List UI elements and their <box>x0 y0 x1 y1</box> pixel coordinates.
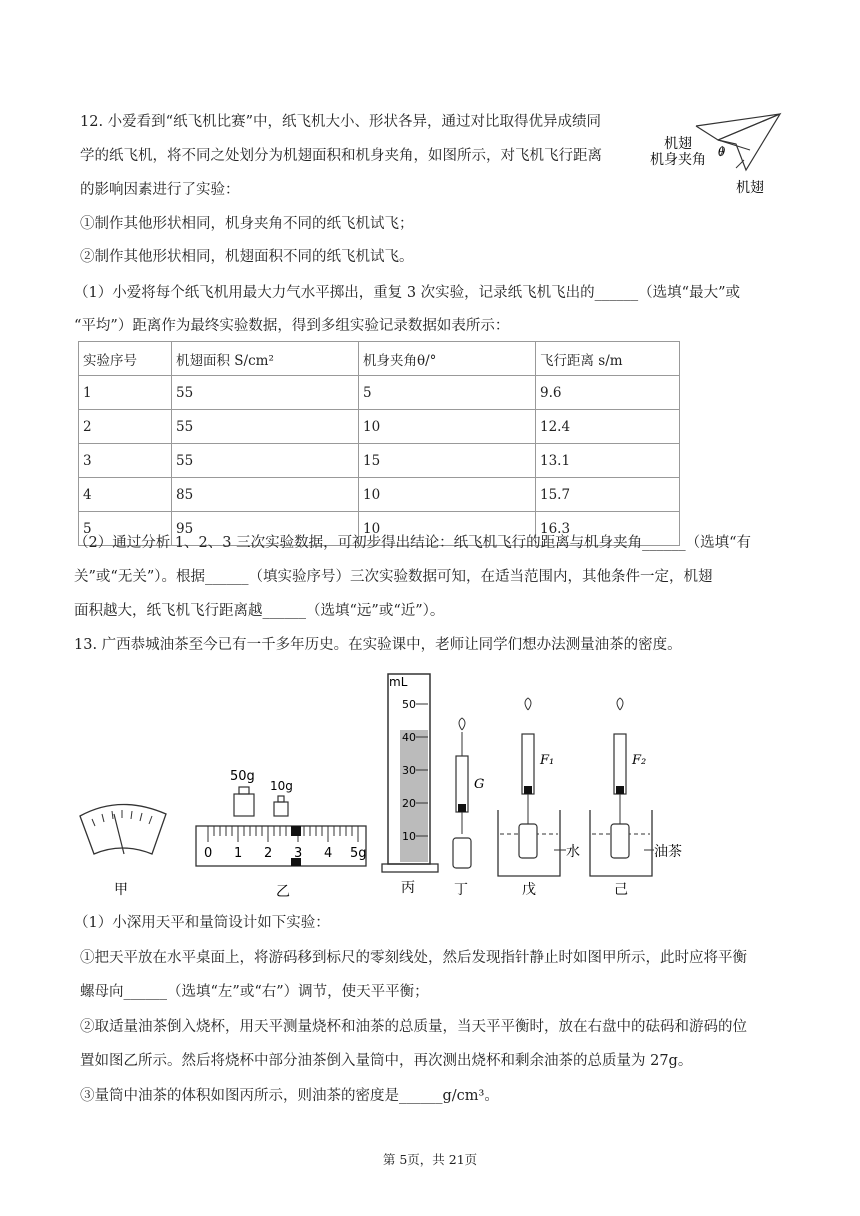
q13-s1b: 螺母向______（选填“左”或“右”）调节，使天平平衡； <box>80 984 429 1000</box>
scale-tick-3: 3 <box>294 846 303 861</box>
q13-s2a: ②取适量油茶倒入烧杯，用天平测量烧杯和油茶的总质量，当天平平衡时，放在右盘中的砝码和游码的位 <box>80 1019 747 1035</box>
label-wu: 戊 <box>522 882 536 898</box>
table-cell: 10 <box>359 512 536 546</box>
label-oil: 油茶 <box>654 844 682 860</box>
weight-50g-label: 50g <box>230 769 255 784</box>
plane-label-theta: θ <box>718 145 726 159</box>
q12-item1: ①制作其他形状相同，机身夹角不同的纸飞机试飞； <box>80 216 414 232</box>
experiment-table <box>78 341 680 546</box>
q12-line3: 的影响因素进行了实验： <box>80 182 240 198</box>
q13-s1a: ①把天平放在水平桌面上，将游码移到标尺的零刻线处，然后发现指针静止时如图甲所示，此时应将平衡 <box>80 950 747 966</box>
table-row <box>79 478 680 512</box>
scale-tick-1: 1 <box>234 846 243 861</box>
table-cell: 55 <box>172 376 359 410</box>
table-cell: 15 <box>359 444 536 478</box>
table-cell: 5 <box>359 376 536 410</box>
table-cell: 85 <box>172 478 359 512</box>
label-G: G <box>474 777 485 792</box>
cylinder-tick-20: 20 <box>402 797 416 810</box>
cylinder-tick-50: 50 <box>402 698 416 711</box>
weights-and-rider <box>196 769 367 900</box>
balance-dial <box>80 804 166 898</box>
page-footer: 第 5页，共 21页 <box>382 1152 478 1167</box>
label-jia: 甲 <box>114 882 128 898</box>
table-header-cell: 机身夹角θ/° <box>359 342 536 376</box>
table-row <box>79 444 680 478</box>
table-header-cell: 实验序号 <box>79 342 172 376</box>
cylinder-tick-10: 10 <box>402 830 416 843</box>
scale-tick-0: 0 <box>204 846 213 861</box>
table-cell: 10 <box>359 410 536 444</box>
plane-label-wing-top: 机翅 <box>664 136 692 152</box>
table-cell: 13.1 <box>536 444 680 478</box>
table-cell: 2 <box>79 410 172 444</box>
plane-label-angle: 机身夹角 <box>650 152 706 168</box>
spring-scale-ding <box>453 718 484 898</box>
table-row <box>79 410 680 444</box>
label-F2: F₂ <box>632 753 647 768</box>
table-header-cell: 飞行距离 s/m <box>536 342 680 376</box>
table-cell: 9.6 <box>536 376 680 410</box>
table-cell: 10 <box>359 478 536 512</box>
table-header-cell: 机翅面积 S/cm² <box>172 342 359 376</box>
table-cell: 4 <box>79 478 172 512</box>
cylinder-tick-40: 40 <box>402 731 416 744</box>
q12-p1a: （1）小爱将每个纸飞机用最大力气水平掷出，重复 3 次实验，记录纸飞机飞出的______（选填“最大”或 <box>74 285 740 301</box>
weight-10g-label: 10g <box>270 779 293 793</box>
scale-tick-4: 4 <box>324 846 333 861</box>
q12-p1b: “平均”）距离作为最终实验数据，得到多组实验记录数据如表所示： <box>74 318 510 334</box>
label-ji: 己 <box>614 882 628 898</box>
label-bing: 丙 <box>401 880 415 896</box>
q13-s3: ③量筒中油茶的体积如图丙所示，则油茶的密度是______g/cm³。 <box>80 1088 499 1104</box>
cylinder-unit: mL <box>389 675 408 689</box>
table-cell: 5 <box>79 512 172 546</box>
table-row <box>79 376 680 410</box>
graduated-cylinder <box>382 674 438 896</box>
q12-p2a: （2）通过分析 1、2、3 三次实验数据，可初步得出结论：纸飞机飞行的距离与机身夹角______（选填“有 <box>74 535 752 551</box>
spring-scale-wu <box>498 698 580 898</box>
table-cell: 55 <box>172 444 359 478</box>
q13-s2b: 置如图乙所示。然后将烧杯中部分油茶倒入量筒中，再次测出烧杯和剩余油茶的总质量为 27g。 <box>80 1053 693 1069</box>
plane-label-wing-bottom: 机翅 <box>736 180 764 196</box>
label-ding: 丁 <box>454 882 468 898</box>
apparatus-figure <box>70 664 710 904</box>
label-F1: F₁ <box>540 753 555 768</box>
q12-p2c: 面积越大，纸飞机飞行距离越______（选填“远”或“近”）。 <box>74 603 445 619</box>
q12-item2: ②制作其他形状相同，机翅面积不同的纸飞机试飞。 <box>80 249 414 265</box>
table-cell: 55 <box>172 410 359 444</box>
q12-line1: 12. 小爱看到“纸飞机比赛”中，纸飞机大小、形状各异，通过对比取得优异成绩同 <box>80 114 601 130</box>
q13-p1: （1）小深用天平和量筒设计如下实验： <box>74 915 330 931</box>
table-cell: 95 <box>172 512 359 546</box>
q13-line1: 13. 广西恭城油茶至今已有一千多年历史。在实验课中，老师让同学们想办法测量油茶的密度。 <box>74 637 682 653</box>
table-cell: 12.4 <box>536 410 680 444</box>
q12-line2: 学的纸飞机，将不同之处划分为机翅面积和机身夹角，如图所示，对飞机飞行距离 <box>80 148 602 164</box>
table-cell: 1 <box>79 376 172 410</box>
q12-p2b: 关”或“无关”）。根据______（填实验序号）三次实验数据可知，在适当范围内，其他条件一定，机翅 <box>74 569 713 585</box>
paper-plane-figure <box>650 108 790 198</box>
cylinder-tick-30: 30 <box>402 764 416 777</box>
table-cell: 3 <box>79 444 172 478</box>
scale-tick-2: 2 <box>264 846 273 861</box>
label-water: 水 <box>566 844 580 860</box>
table-cell: 15.7 <box>536 478 680 512</box>
scale-tick-5: 5g <box>350 846 367 861</box>
table-cell: 16.3 <box>536 512 680 546</box>
table-header-row <box>79 342 680 376</box>
label-yi: 乙 <box>276 884 290 900</box>
spring-scale-ji <box>590 698 682 898</box>
